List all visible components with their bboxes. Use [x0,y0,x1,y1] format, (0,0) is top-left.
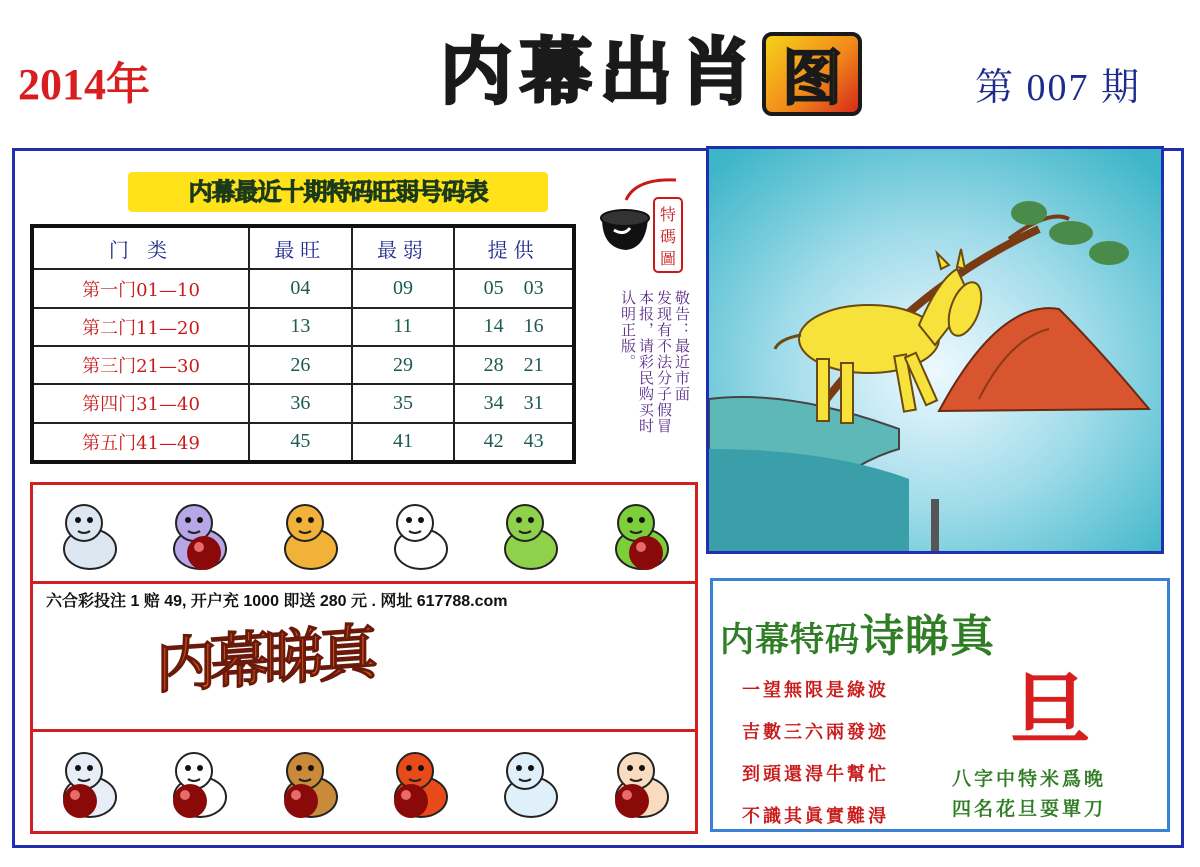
marker-ball [187,536,221,570]
table-row [32,269,574,307]
row-provide [454,384,574,422]
title-char-1: 内 [440,30,513,114]
zodiac-row-bottom [33,737,695,829]
row-hot: 45 [249,423,352,462]
provide-1: 34 [483,391,504,414]
row-category: 第五门41—49 [32,423,249,462]
col-header-hot: 最旺 [249,226,352,269]
row-category: 第一门01—10 [32,269,249,307]
horse-icon [46,741,130,825]
poem-answer: 旦 [1010,663,1090,757]
provide-2: 43 [523,430,544,453]
notice-line: 发现有不法分子假冒 [655,290,673,434]
poem-line: 不識其眞實難淂 [742,806,889,827]
notice-text [594,290,690,460]
svg-text:特: 特 [659,205,677,224]
poem-hint-2: 四名花旦耍單刀 [952,798,1107,820]
poem-title [720,600,995,664]
row-cold: 11 [352,308,455,346]
issue-number: 第 007 期 [975,67,1142,109]
row-cold: 35 [352,384,455,422]
marker-ball [615,784,649,818]
row-category: 第四门31—40 [32,384,249,422]
row-category: 第二门11—20 [32,308,249,346]
row-hot: 36 [249,384,352,422]
title-char-2: 幕 [520,30,593,114]
row-provide [454,346,574,384]
poem-line: 一望無限是綠波 [742,680,889,701]
divider [33,729,695,732]
marker-ball [629,536,663,570]
provide-2: 16 [523,315,544,338]
rabbit-icon [377,493,461,577]
provide-1: 05 [483,277,504,300]
notice-line: 本报，请彩民购买时 [637,290,655,434]
monkey-icon [267,741,351,825]
poem-line: 到頭還淂牛幫忙 [742,764,889,785]
row-provide [454,308,574,346]
rooster-icon [377,741,461,825]
title-char-4: 肖 [680,30,753,114]
title-char-box [762,32,862,116]
donkey-illustration [706,146,1164,554]
provide-1: 42 [483,430,504,453]
notice-line: 敬告：最近市面 [673,290,691,402]
dog-icon [487,741,571,825]
provide-2: 21 [523,353,544,376]
table-row [32,308,574,346]
page-title [438,32,862,114]
pig-icon [598,741,682,825]
svg-text:碼: 碼 [659,227,677,246]
table-title: 内幕最近十期特码旺弱号码表 [128,172,548,212]
row-cold: 09 [352,269,455,307]
row-hot: 04 [249,269,352,307]
svg-text:圖: 圖 [659,249,677,268]
row-hot: 26 [249,346,352,384]
row-cold: 29 [352,346,455,384]
title-char-5: 图 [782,44,843,114]
notice-line: 认明正版。 [619,290,637,370]
provide-1: 14 [483,315,504,338]
poem-hint-1: 八字中特米爲晚 [952,768,1107,790]
promo-text: 六合彩投注 1 赔 49, 开户充 1000 即送 280 元 . 网址 617788.com [46,593,508,610]
dragon-icon [487,493,571,577]
tiger-icon [267,493,351,577]
zodiac-row-top [33,489,695,581]
rat-icon [46,493,130,577]
table-row [32,384,574,422]
provide-2: 31 [523,391,544,414]
title-char-3: 出 [600,30,673,114]
row-hot: 13 [249,308,352,346]
row-provide [454,269,574,307]
table-row [32,346,574,384]
table-header-row [32,226,574,269]
provide-2: 03 [523,277,544,300]
year-label: 2014年 [18,60,150,109]
number-table [30,224,576,464]
ox-icon [156,493,240,577]
poem-title-a: 内幕特码 [720,620,860,660]
marker-ball [284,784,318,818]
divider [33,581,695,584]
row-category: 第三门21—30 [32,346,249,384]
table-row [32,423,574,462]
row-provide [454,423,574,462]
marker-ball [173,784,207,818]
pot-icon [596,174,686,274]
col-header-provide: 提供 [454,226,574,269]
poem-line: 吉數三六兩發迹 [742,722,889,743]
poem-title-b: 诗睇真 [860,611,995,662]
row-cold: 41 [352,423,455,462]
marker-ball [63,784,97,818]
neimu-slogan: 内幕睇真 [156,617,372,703]
col-header-category: 门 类 [32,226,249,269]
goat-icon [156,741,240,825]
marker-ball [394,784,428,818]
snake-icon [598,493,682,577]
provide-1: 28 [483,353,504,376]
col-header-cold: 最弱 [352,226,455,269]
